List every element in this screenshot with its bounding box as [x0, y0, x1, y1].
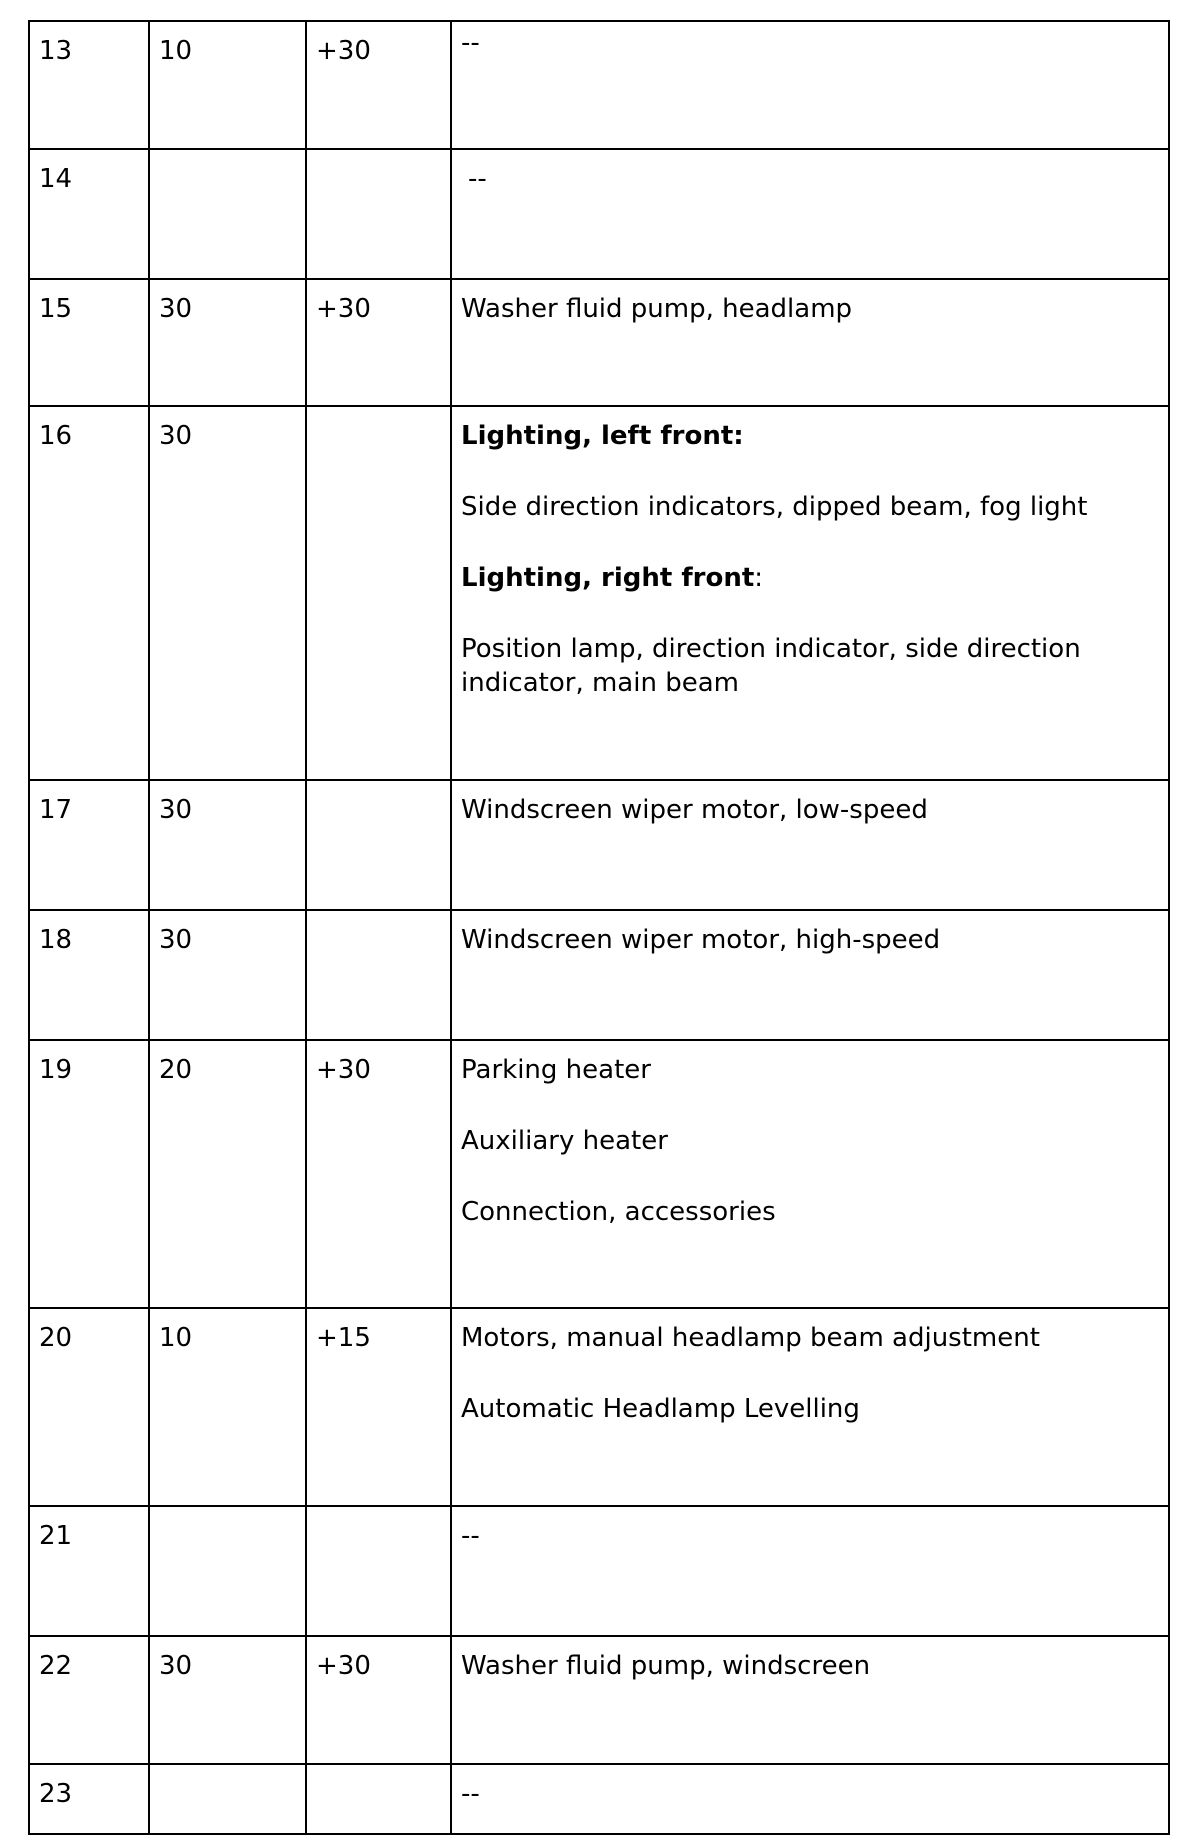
amperage: 10 — [159, 1323, 193, 1353]
fuse-number-cell — [29, 1308, 149, 1506]
supply: +30 — [316, 294, 371, 324]
amperage — [150, 150, 305, 162]
fuse-number-cell — [29, 279, 149, 406]
amperage: 10 — [159, 36, 193, 66]
description — [452, 1507, 1168, 1553]
fuse-number-cell — [29, 149, 149, 279]
description-heading — [461, 561, 1159, 595]
description-cell — [451, 406, 1169, 780]
amperage: 20 — [159, 1055, 193, 1085]
amperage: 30 — [159, 294, 193, 324]
amperage-cell — [149, 149, 306, 279]
fuse-number-cell — [29, 780, 149, 910]
fuse-number: 15 — [39, 294, 73, 324]
fuse-number: 18 — [39, 925, 73, 955]
description-cell — [451, 910, 1169, 1040]
fuse-number: 23 — [39, 1779, 73, 1809]
description-line: -- — [468, 164, 487, 194]
description-line: -- — [461, 1521, 480, 1551]
description — [452, 22, 1168, 60]
amperage: 30 — [159, 1651, 193, 1681]
supply: +30 — [316, 36, 371, 66]
fuse-table-body — [29, 21, 1169, 1834]
table-row — [29, 1764, 1169, 1834]
description-heading-text: Lighting, left front: — [461, 421, 744, 451]
table-row — [29, 1308, 1169, 1506]
amperage — [150, 1507, 305, 1519]
fuse-number: 22 — [39, 1651, 73, 1681]
fuse-number-cell — [29, 910, 149, 1040]
supply: +30 — [316, 1651, 371, 1681]
description — [452, 1041, 1168, 1229]
supply-cell — [306, 1040, 451, 1308]
description-line: Side direction indicators, dipped beam, fog light — [461, 492, 1088, 522]
supply-cell — [306, 279, 451, 406]
fuse-number: 14 — [39, 164, 73, 194]
amperage-cell — [149, 1308, 306, 1506]
table-row — [29, 279, 1169, 406]
amperage-cell — [149, 279, 306, 406]
description-cell — [451, 279, 1169, 406]
description-line: Auxiliary heater — [461, 1126, 668, 1156]
fuse-number-cell — [29, 1040, 149, 1308]
fuse-number: 17 — [39, 795, 73, 825]
table-row — [29, 1636, 1169, 1764]
description — [452, 781, 1168, 827]
description-cell — [451, 1040, 1169, 1308]
description-line: Parking heater — [461, 1055, 651, 1085]
supply: +15 — [316, 1323, 371, 1353]
supply-cell — [306, 1764, 451, 1834]
description — [452, 1309, 1168, 1426]
fuse-number-cell — [29, 1764, 149, 1834]
description-cell — [451, 21, 1169, 149]
description — [452, 280, 1168, 326]
description-line: Automatic Headlamp Levelling — [461, 1394, 860, 1424]
supply-cell — [306, 910, 451, 1040]
fuse-number: 19 — [39, 1055, 73, 1085]
description-cell — [451, 1636, 1169, 1764]
fuse-number: 20 — [39, 1323, 73, 1353]
description — [452, 1765, 1168, 1811]
description-cell — [451, 1764, 1169, 1834]
fuse-number-cell — [29, 21, 149, 149]
description-line: Windscreen wiper motor, high-speed — [461, 925, 941, 955]
fuse-number-cell — [29, 1636, 149, 1764]
description-line: Washer fluid pump, windscreen — [461, 1651, 871, 1681]
description-cell — [451, 1308, 1169, 1506]
amperage: 30 — [159, 925, 193, 955]
table-row — [29, 406, 1169, 780]
supply — [307, 150, 450, 162]
description — [452, 150, 1168, 196]
amperage-cell — [149, 1506, 306, 1636]
description-line: -- — [461, 1779, 480, 1809]
description-line: -- — [461, 28, 480, 58]
supply-cell — [306, 149, 451, 279]
description-line: Windscreen wiper motor, low-speed — [461, 795, 928, 825]
amperage-cell — [149, 1764, 306, 1834]
supply-cell — [306, 21, 451, 149]
description — [452, 407, 1168, 700]
description-heading-suffix: : — [754, 563, 764, 593]
description-line: Motors, manual headlamp beam adjustment — [461, 1323, 1040, 1353]
supply — [307, 781, 450, 793]
supply-cell — [306, 1308, 451, 1506]
table-row — [29, 21, 1169, 149]
amperage — [150, 1765, 305, 1777]
description-line: Connection, accessories — [461, 1197, 776, 1227]
description-line: Washer fluid pump, headlamp — [461, 294, 853, 324]
amperage-cell — [149, 1040, 306, 1308]
amperage-cell — [149, 910, 306, 1040]
table-row — [29, 910, 1169, 1040]
supply — [307, 1507, 450, 1519]
description-heading-text: Lighting, right front — [461, 563, 755, 593]
amperage-cell — [149, 1636, 306, 1764]
table-row — [29, 1506, 1169, 1636]
supply: +30 — [316, 1055, 371, 1085]
description-line: Position lamp, direction indicator, side direction indicator, main beam — [461, 634, 1081, 698]
supply-cell — [306, 406, 451, 780]
supply — [307, 911, 450, 923]
fuse-number-cell — [29, 406, 149, 780]
amperage: 30 — [159, 421, 193, 451]
supply-cell — [306, 1506, 451, 1636]
fuse-number: 13 — [39, 36, 73, 66]
fuse-number: 16 — [39, 421, 73, 451]
supply-cell — [306, 780, 451, 910]
amperage-cell — [149, 780, 306, 910]
description — [452, 1637, 1168, 1683]
fuse-table — [28, 20, 1170, 1835]
table-row — [29, 1040, 1169, 1308]
description — [452, 911, 1168, 957]
table-row — [29, 149, 1169, 279]
fuse-number-cell — [29, 1506, 149, 1636]
description-cell — [451, 1506, 1169, 1636]
description-cell — [451, 149, 1169, 279]
description-heading — [461, 419, 1159, 453]
amperage-cell — [149, 21, 306, 149]
amperage: 30 — [159, 795, 193, 825]
fuse-number: 21 — [39, 1521, 73, 1551]
description-cell — [451, 780, 1169, 910]
supply — [307, 1765, 450, 1777]
amperage-cell — [149, 406, 306, 780]
table-row — [29, 780, 1169, 910]
supply — [307, 407, 450, 419]
supply-cell — [306, 1636, 451, 1764]
